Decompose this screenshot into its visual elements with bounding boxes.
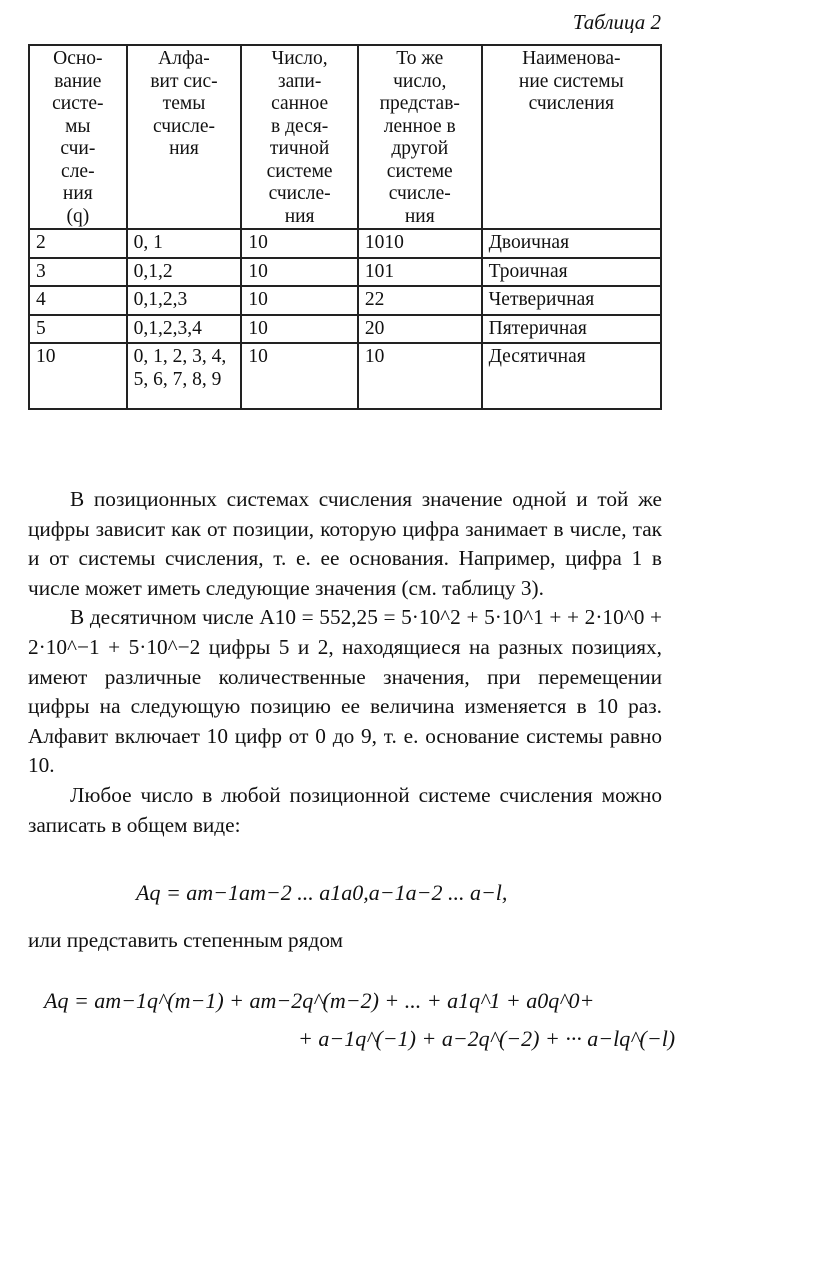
table-row: [29, 286, 661, 315]
cell-other: 10: [358, 343, 482, 409]
cell-alphabet: 0,1,2,3,4: [127, 315, 242, 344]
table-row: [29, 315, 661, 344]
body-text: [28, 485, 662, 840]
formula-general-notation: Aq = am−1am−2 ... a1a0,a−1a−2 ... a−l,: [136, 880, 508, 905]
header-decimal-number: Число, запи- санное в деся- тичной системе счисле- ния: [241, 45, 358, 229]
paragraph-decimal-example: [28, 603, 662, 781]
cell-name: Четверичная: [482, 286, 661, 315]
cell-alphabet: 0,1,2: [127, 258, 242, 287]
cell-other: 1010: [358, 229, 482, 258]
paragraph-decimal-lead: В десятичном числе: [70, 605, 260, 630]
numeral-systems-table: [28, 44, 662, 410]
paragraph-general-form: Любое число в любой позиционной системе счисления можно записать в общем виде:: [28, 782, 662, 837]
header-base: Осно- вание систе- мы счи- сле- ния (q): [29, 45, 127, 229]
cell-decimal: 10: [241, 315, 358, 344]
cell-alphabet: 0, 1, 2, 3, 4, 5, 6, 7, 8, 9: [127, 343, 242, 409]
paragraph-decimal-rest: цифры 5 и 2, находящиеся на разных позициях, имеют различные количественные значения, при перемещении цифры на следующую позицию ее величина изменяется в 10 раз. Алфавит включает 10 цифр от 0 до 9, т. е. основание системы равно 10.: [28, 634, 662, 778]
table-row: [29, 343, 661, 409]
cell-decimal: 10: [241, 343, 358, 409]
table-row: [29, 258, 661, 287]
paragraph-power-series-lead: или представить степенным рядом: [28, 928, 344, 952]
cell-name: Пятеричная: [482, 315, 661, 344]
cell-base: 10: [29, 343, 127, 409]
cell-decimal: 10: [241, 258, 358, 287]
cell-base: 4: [29, 286, 127, 315]
cell-other: 20: [358, 315, 482, 344]
formula-power-series-line2: + a−1q^(−1) + a−2q^(−2) + ··· a−lq^(−l): [298, 1026, 676, 1051]
table-row: [29, 229, 661, 258]
cell-name: Троичная: [482, 258, 661, 287]
cell-decimal: 10: [241, 286, 358, 315]
table-caption: Таблица 2: [572, 10, 661, 34]
formula-power-series-line1: Aq = am−1q^(m−1) + am−2q^(m−2) + ... + a1q^1 + a0q^0+: [44, 988, 595, 1013]
cell-decimal: 10: [241, 229, 358, 258]
cell-alphabet: 0, 1: [127, 229, 242, 258]
decimal-expansion-formula: A10 = 552,25 = 5·10^2 + 5·10^1 + + 2·10^0 + 2·10^−1 + 5·10^−2: [28, 605, 662, 659]
cell-base: 3: [29, 258, 127, 287]
header-other-system-number: То же число, представ- ленное в другой системе счисле- ния: [358, 45, 482, 229]
cell-name: Двоичная: [482, 229, 661, 258]
table-header-row: [29, 45, 661, 229]
cell-alphabet: 0,1,2,3: [127, 286, 242, 315]
cell-base: 5: [29, 315, 127, 344]
header-alphabet: Алфа- вит сис- темы счисле- ния: [127, 45, 242, 229]
header-system-name: Наименова- ние системы счисления: [482, 45, 661, 229]
paragraph-positional-systems: В позиционных системах счисления значение одной и той же цифры зависит как от позиции, которую цифра занимает в числе, так и от системы счисления, т. е. ее основания. Например, цифра 1 в числе может иметь следующие значения (см. таблицу 3).: [28, 487, 662, 600]
cell-other: 22: [358, 286, 482, 315]
cell-base: 2: [29, 229, 127, 258]
cell-other: 101: [358, 258, 482, 287]
cell-name: Десятичная: [482, 343, 661, 409]
